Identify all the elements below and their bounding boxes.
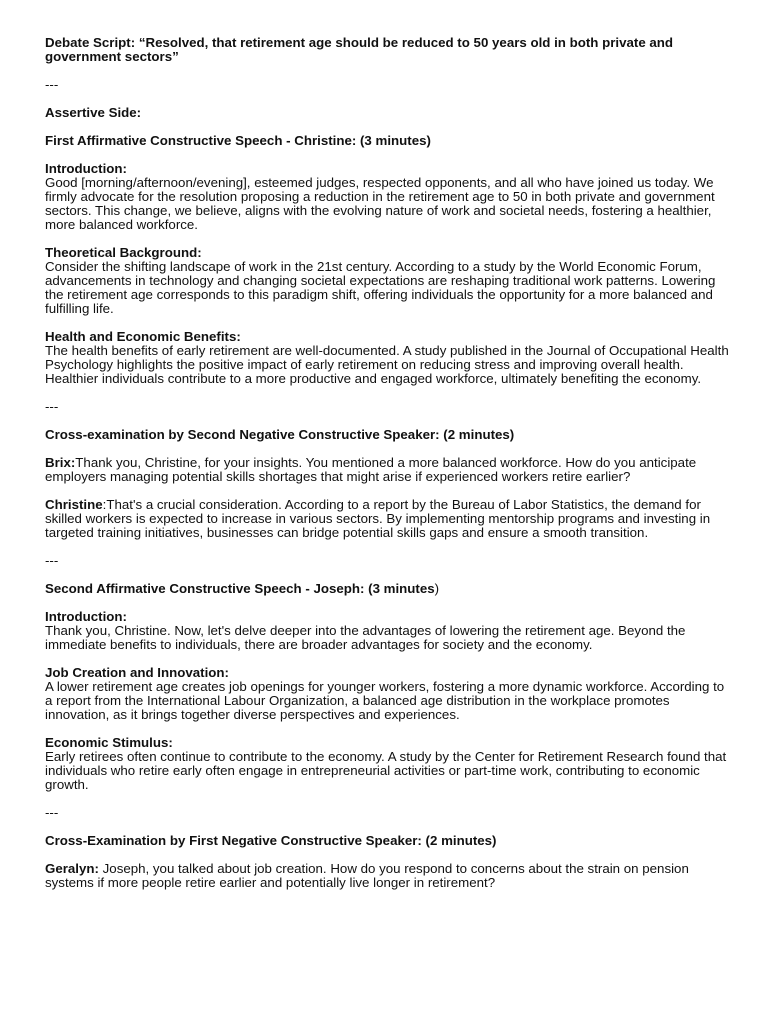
section-body: Thank you, Christine. Now, let's delve deeper into the advantages of lowering the retirement age. Beyond the immediate benefits to individuals, there are broader advantages for society and the economy.	[45, 623, 686, 652]
exchange	[45, 498, 730, 540]
separator: ---	[45, 399, 59, 414]
section-label: Health and Economic Benefits:	[45, 329, 241, 344]
cross-exam-2-heading: Cross-Examination by First Negative Constructive Speaker: (2 minutes)	[45, 833, 497, 848]
section-label: Job Creation and Innovation:	[45, 665, 229, 680]
exchange-text: Thank you, Christine, for your insights. You mentioned a more balanced workforce. How do you anticipate employers managing potential skills shortages that might arise if experienced workers retire earlier?	[45, 455, 697, 484]
second-speech-heading-tail: )	[434, 581, 440, 596]
section-body: A lower retirement age creates job openings for younger workers, fostering a more dynamic workforce. According to a report from the International Labour Organization, a balanced age distribution in the workplace promotes innovation, as it brings together diverse perspectives and experiences.	[45, 679, 725, 722]
speech-section	[45, 666, 730, 722]
document-title: Debate Script: “Resolved, that retirement age should be reduced to 50 years old in both private and government sectors”	[45, 35, 674, 64]
exchange-text: :That's a crucial consideration. According to a report by the Bureau of Labor Statistics, the demand for skilled workers is expected to increase in various sectors. By implementing mentorship programs and investing in targeted training initiatives, businesses can bridge potential skills gaps and ensure a smooth transition.	[45, 497, 711, 540]
side-heading: Assertive Side:	[45, 105, 142, 120]
section-body: Good [morning/afternoon/evening], esteemed judges, respected opponents, and all who have joined us today. We firmly advocate for the resolution proposing a reduction in the retirement age to 50 in both private and government sectors. This change, we believe, aligns with the evolving nature of work and societal needs, fostering a healthier, more balanced workforce.	[45, 175, 715, 232]
exchange	[45, 456, 730, 484]
first-speech-heading: First Affirmative Constructive Speech - Christine: (3 minutes)	[45, 133, 431, 148]
speech-section	[45, 330, 730, 386]
speaker-name: Brix:	[45, 455, 76, 470]
section-label: Introduction:	[45, 161, 127, 176]
speaker-name: Christine	[45, 497, 103, 512]
speech-section	[45, 162, 730, 232]
section-body: Early retirees often continue to contribute to the economy. A study by the Center for Retirement Research found that individuals who retire early often engage in entrepreneurial activities or part-time work, contributing to economic growth.	[45, 749, 727, 792]
speech-section	[45, 736, 730, 792]
second-speech-heading	[45, 582, 730, 596]
document-page	[45, 36, 730, 904]
exchange-text: Joseph, you talked about job creation. How do you respond to concerns about the strain on pension systems if more people retire earlier and potentially live longer in retirement?	[45, 861, 689, 890]
section-label: Theoretical Background:	[45, 245, 202, 260]
section-body: The health benefits of early retirement are well-documented. A study published in the Journal of Occupational Health Psychology highlights the positive impact of early retirement on reducing stress and improving overall health. Healthier individuals contribute to a more productive and engaged workforce, ultimately benefiting the economy.	[45, 343, 729, 386]
speech-section	[45, 610, 730, 652]
section-label: Introduction:	[45, 609, 127, 624]
speech-section	[45, 246, 730, 316]
separator: ---	[45, 77, 59, 92]
section-body: Consider the shifting landscape of work in the 21st century. According to a study by the World Economic Forum, advancements in technology and changing societal expectations are reshaping traditional work patterns. Lowering the retirement age corresponds to this paradigm shift, offering individuals the opportunity for a more balanced and fulfilling life.	[45, 259, 716, 316]
separator: ---	[45, 553, 59, 568]
section-label: Economic Stimulus:	[45, 735, 173, 750]
second-speech-heading-text: Second Affirmative Constructive Speech - Joseph: (3 minutes	[45, 581, 435, 596]
exchange	[45, 862, 730, 890]
separator: ---	[45, 805, 59, 820]
speaker-name: Geralyn:	[45, 861, 99, 876]
cross-exam-1-heading: Cross-examination by Second Negative Constructive Speaker: (2 minutes)	[45, 427, 515, 442]
